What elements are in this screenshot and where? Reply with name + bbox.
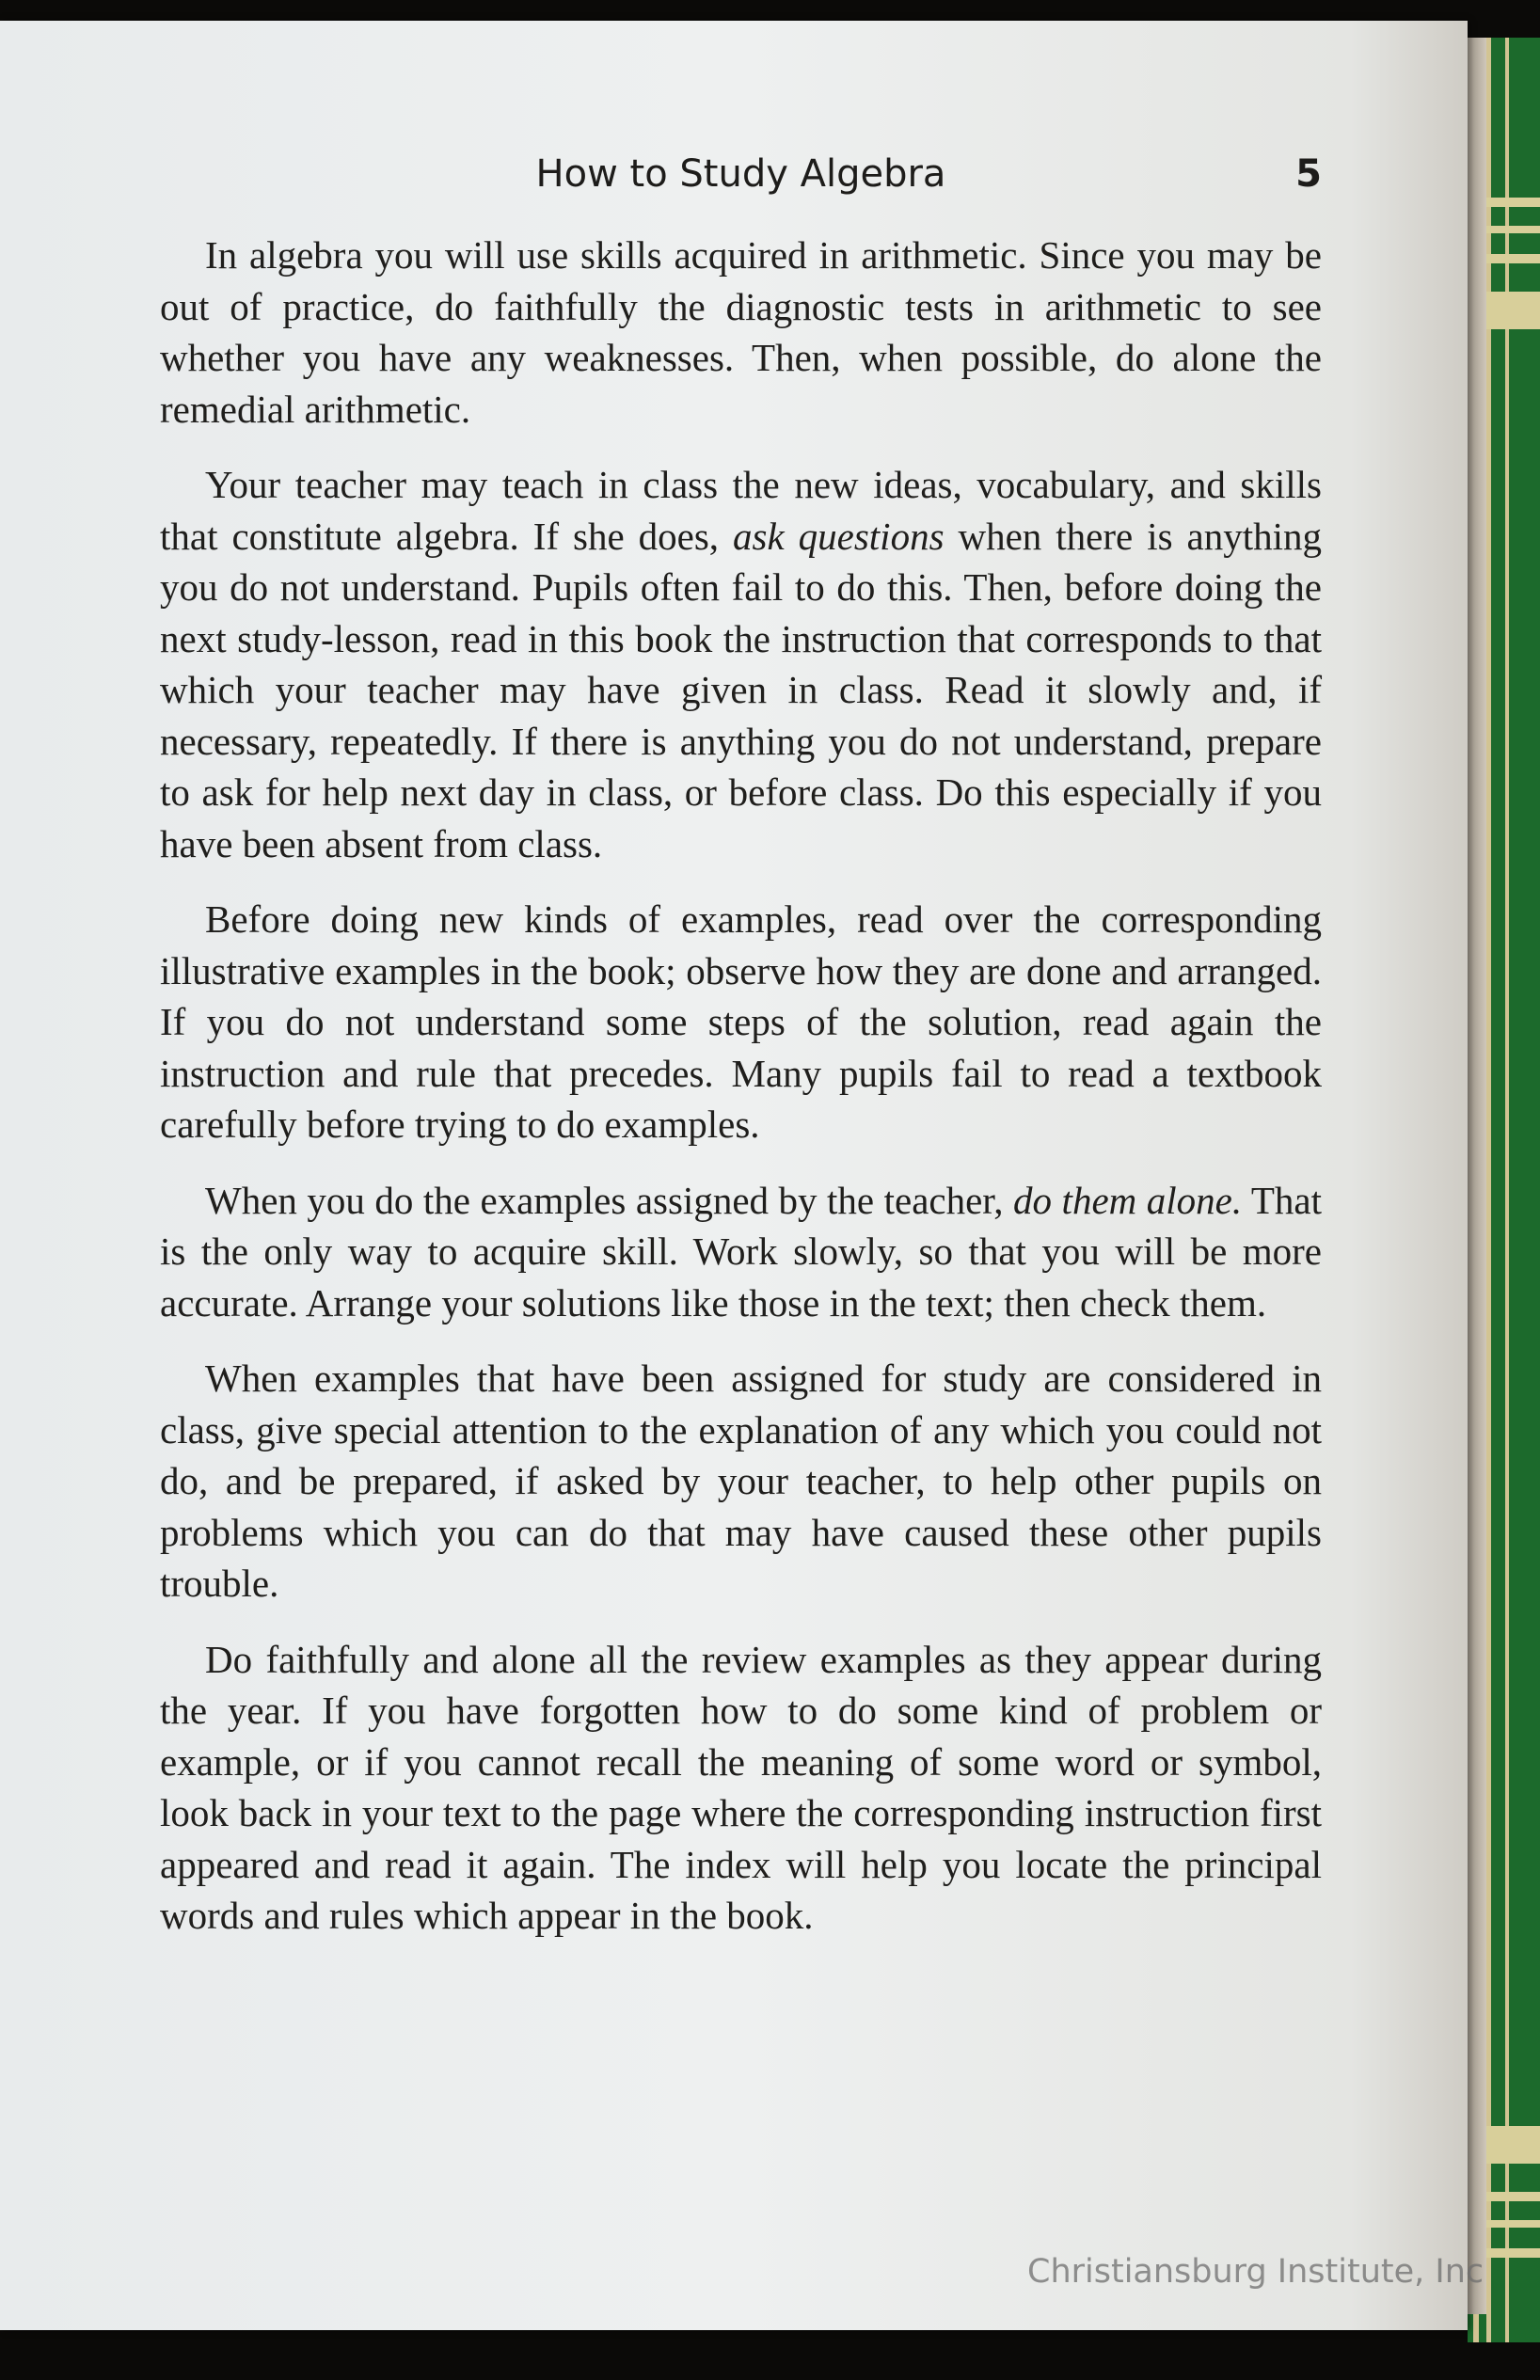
paragraph-text: When examples that have been assigned for study are considered in class, give special attention to the explanation of any which you could not do, and be prepared, if asked by your teacher, to help other pupils on problems which you can do that may have caused these other pupils trouble. <box>160 1357 1322 1605</box>
cover-gold-line <box>1486 38 1491 2342</box>
paragraph-text: when there is anything you do not understand. Pupils often fail to do this. Then, before doing the next study-lesson, read in this book the instruction that corresponds to that which your teacher may have given in class. Read it slowly and, if necessary, repeatedly. If there is anything you do not understand, prepare to ask for help next day in class, or before class. Do this especially if you have been absent from class. <box>160 514 1323 865</box>
page-number: 5 <box>1295 152 1322 196</box>
paragraph-text: That is the only way to acquire skill. Work slowly, so that you will be more accurate. Arrange your solutions like those in the text; then check them. <box>160 1178 1322 1325</box>
paragraph <box>160 1634 1322 1942</box>
chapter-title: How to Study Algebra <box>535 152 946 196</box>
paragraph-text: Before doing new kinds of examples, read over the corresponding illustrative examples in the book; observe how they are done and arranged. If you do not understand some steps of the solution, read again the instruction and rule that precedes. Many pupils fail to read a textbook carefully before trying to do examples. <box>160 897 1322 1146</box>
paragraph-text: Your teacher may teach in class the new ideas, vocabulary, and skills that constitute algebra. If she does, <box>160 463 1322 558</box>
book-page <box>0 21 1468 2330</box>
paragraph-text: In algebra you will use skills acquired in arithmetic. Since you may be out of practice, do faithfully the diagnostic tests in arithmetic to see whether you have any weaknesses. Then, when possible, do alone the remedial arithmetic. <box>160 233 1322 431</box>
emphasis-text: ask questions <box>733 514 945 558</box>
paragraph <box>160 459 1322 869</box>
paragraph <box>160 230 1322 435</box>
paragraph <box>160 1353 1322 1610</box>
paragraph <box>160 1175 1322 1329</box>
body-text <box>160 230 1322 1966</box>
watermark-credit: Christiansburg Institute, Inc <box>1027 2253 1484 2291</box>
running-head <box>160 152 1322 209</box>
paragraph-text: When you do the examples assigned by the teacher, <box>205 1178 1014 1222</box>
paragraph-text: Do faithfully and alone all the review examples as they appear during the year. If you have forgotten how to do some kind of problem or example, or if you cannot recall the meaning of some word or symbol, look back in your text to the page where the corresponding instruction first appeared and read it again. The index will help you locate the principal words and rules which appear in the book. <box>160 1637 1322 1937</box>
emphasis-text: do them alone. <box>1013 1178 1243 1222</box>
cover-gold-line <box>1505 38 1509 2342</box>
paragraph <box>160 894 1322 1150</box>
